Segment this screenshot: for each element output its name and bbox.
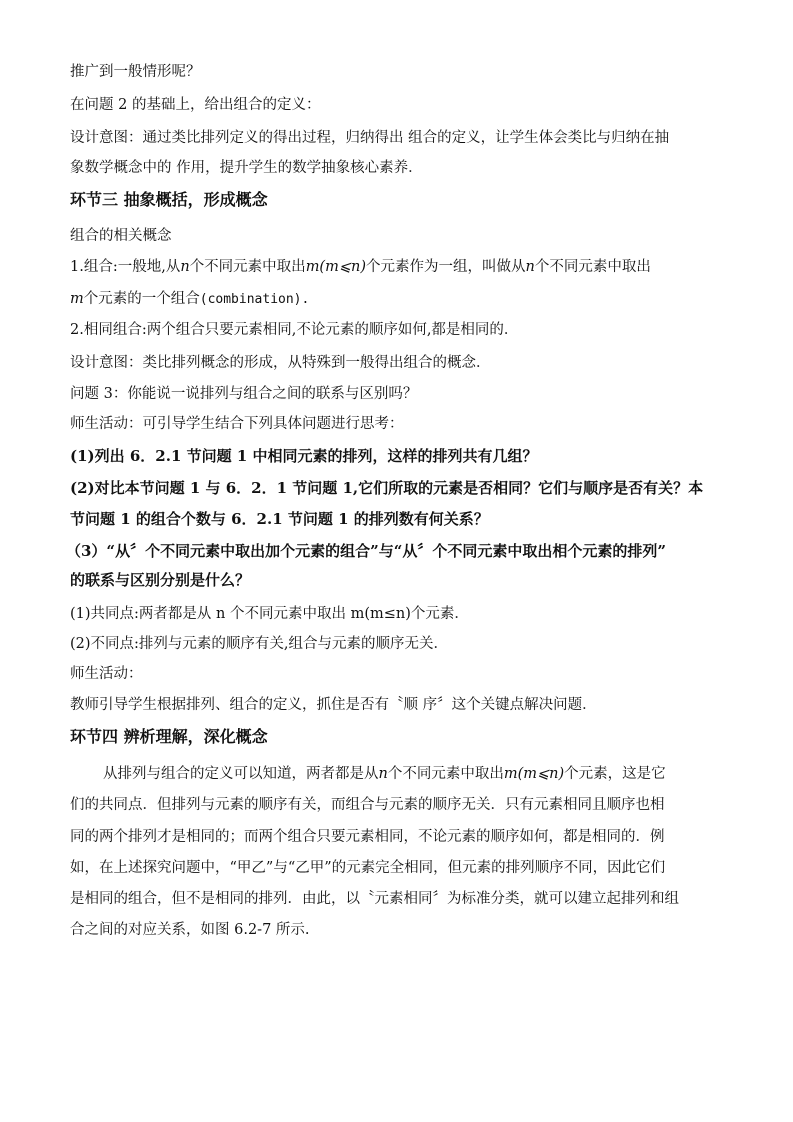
- definition-combination: [70, 257, 651, 277]
- math-m-le-n: m(m⩽n): [503, 766, 565, 782]
- definition-combination-cont: [70, 289, 309, 310]
- text-fragment: 个元素作为一组，叫做从: [366, 259, 526, 275]
- text-line: 象数学概念中的 作用，提升学生的数学抽象核心素养．: [70, 160, 423, 176]
- text-fragment: 个不同元素中取出: [189, 259, 306, 275]
- section-heading-3: 环节三 抽象概括，形成概念: [70, 190, 268, 209]
- text-line: (1)共同点:两者都是从 n 个不同元素中取出 m(m≤n)个元素．: [70, 606, 469, 622]
- text-line: 2.相同组合:两个组合只要元素相同,不论元素的顺序如何,都是相同的．: [70, 322, 519, 338]
- text-line: 设计意图：类比排列概念的形成，从特殊到一般得出组合的概念．: [70, 355, 491, 371]
- text-line: 师生活动：可引导学生结合下列具体问题进行思考：: [70, 416, 404, 432]
- paragraph-line: [103, 764, 666, 784]
- text-line: 组合的相关概念: [70, 228, 172, 244]
- question-3-cont: 的联系与区别分别是什么？: [70, 571, 251, 589]
- text-line: 推广到一般情形呢？: [70, 64, 201, 80]
- math-n: n: [378, 766, 388, 782]
- paragraph-line: 是相同的组合，但不是相同的排列．由此，以〝元素相同〞为标准分类，就可以建立起排列和组: [70, 891, 679, 907]
- question-3: （3）“从〞个不同元素中取出加个元素的组合”与“从〞个不同元素中取出相个元素的排列”: [66, 542, 666, 560]
- term-combination: (combination).: [199, 292, 310, 307]
- paragraph-line: 同的两个排列才是相同的；而两个组合只要元素相同，不论元素的顺序如何，都是相同的．例: [70, 829, 665, 845]
- question-1: (1)列出 6．2.1 节问题 1 中相同元素的排列，这样的排列共有几组？: [70, 447, 538, 465]
- math-m: m: [70, 291, 84, 307]
- text-line: 教师引导学生根据排列、组合的定义，抓住是否有〝顺 序〞这个关键点解决问题．: [70, 697, 597, 713]
- paragraph-line: 如，在上述探究问题中，“甲乙”与“乙甲”的元素完全相同，但元素的排列顺序不同，因此它们: [70, 860, 666, 876]
- text-line: 师生活动：: [70, 666, 143, 682]
- text-fragment: 个不同元素中取出: [534, 259, 651, 275]
- section-heading-4: 环节四 辨析理解，深化概念: [70, 727, 268, 746]
- text-line: 问题 3：你能说一说排列与组合之间的联系与区别吗？: [70, 386, 418, 402]
- math-n: n: [525, 259, 535, 275]
- math-m-le-n: m(m⩽n): [305, 259, 366, 275]
- text-fragment: 个元素的一个组合: [83, 291, 200, 307]
- question-2: (2)对比本节问题 1 与 6．2．1 节问题 1,它们所取的元素是否相同？它们与顺序是否有关？本: [70, 479, 704, 497]
- text-fragment: 1.组合:一般地,从: [70, 259, 181, 275]
- question-2-cont: 节问题 1 的组合个数与 6．2.1 节问题 1 的排列数有何关系？: [70, 510, 489, 528]
- text-line: (2)不同点:排列与元素的顺序有关,组合与元素的顺序无关．: [70, 636, 449, 652]
- math-n: n: [180, 259, 190, 275]
- paragraph-line: 合之间的对应关系，如图 6.2-7 所示.: [70, 922, 310, 938]
- text-fragment: 个元素，这是它: [564, 766, 666, 782]
- text-fragment: 从排列与组合的定义可以知道，两者都是从: [103, 766, 379, 782]
- paragraph-line: 们的共同点．但排列与元素的顺序有关，而组合与元素的顺序无关．只有元素相同且顺序也相: [70, 797, 665, 813]
- text-fragment: 个不同元素中取出: [387, 766, 504, 782]
- text-line: 在问题 2 的基础上，给出组合的定义：: [70, 97, 321, 113]
- text-line: 设计意图：通过类比排列定义的得出过程，归纳得出 组合的定义，让学生体会类比与归纳在抽: [70, 130, 670, 146]
